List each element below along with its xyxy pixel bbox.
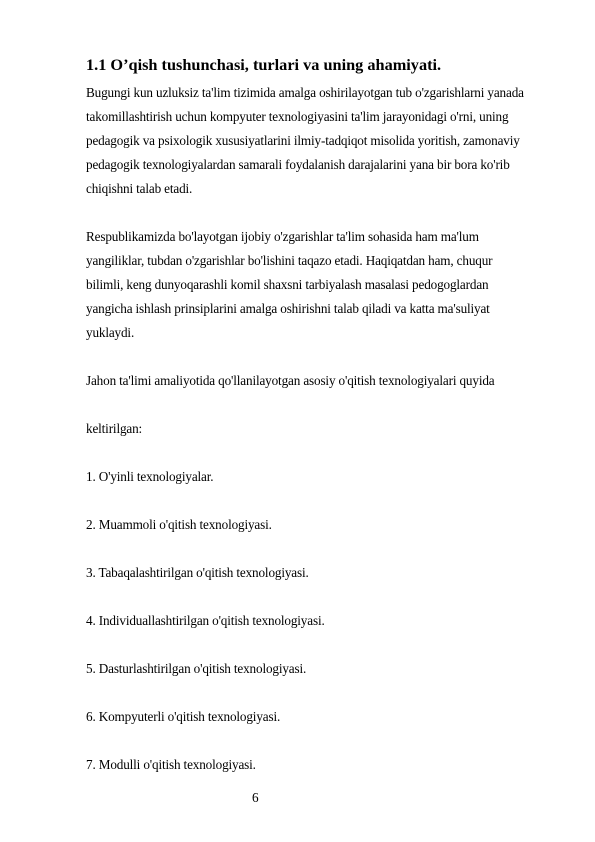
- paragraph-1-line: pedagogik texnologiyalardan samarali foydalanish darajalarini yana bir bora ko'rib: [86, 157, 510, 172]
- paragraph-1-line: takomillashtirish uchun kompyuter texnologiyasini ta'lim jarayonidagi o'rni, uning: [86, 109, 509, 124]
- intro-line: keltirilgan:: [86, 421, 143, 436]
- list-item: 1. O'yinli texnologiyalar.: [86, 469, 214, 484]
- section-heading: 1.1 O’qish tushunchasi, turlari va uning ahamiyati.: [86, 55, 442, 74]
- paragraph-2-line: yangiliklar, tubdan o'zgarishlar bo'lishini taqazo etadi. Haqiqatdan ham, chuqur: [86, 253, 493, 268]
- list-item: 4. Individuallashtirilgan o'qitish texnologiyasi.: [86, 613, 325, 628]
- list-item: 6. Kompyuterli o'qitish texnologiyasi.: [86, 709, 281, 724]
- intro-line: Jahon ta'limi amaliyotida qo'llanilayotgan asosiy o'qitish texnologiyalari quyida: [86, 373, 495, 388]
- paragraph-2-line: bilimli, keng dunyoqarashli komil shaxsni tarbiyalash masalasi pedogoglardan: [86, 277, 489, 292]
- paragraph-1-line: Bugungi kun uzluksiz ta'lim tizimida amalga oshirilayotgan tub o'zgarishlarni yanada: [86, 85, 524, 100]
- list-item: 7. Modulli o'qitish texnologiyasi.: [86, 757, 256, 772]
- paragraph-2-line: yangicha ishlash prinsiplarini amalga oshirishni talab qiladi va katta ma'suliyat: [86, 301, 490, 316]
- list-item: 3. Tabaqalashtirilgan o'qitish texnologiyasi.: [86, 565, 309, 580]
- list-item: 2. Muammoli o'qitish texnologiyasi.: [86, 517, 272, 532]
- paragraph-2-line: Respublikamizda bo'layotgan ijobiy o'zgarishlar ta'lim sohasida ham ma'lum: [86, 229, 479, 244]
- paragraph-1-line: pedagogik va psixologik xususiyatlarini ilmiy-tadqiqot misolida yoritish, zamonaviy: [86, 133, 520, 148]
- list-item: 5. Dasturlashtirilgan o'qitish texnologiyasi.: [86, 661, 307, 676]
- paragraph-2-line: yuklaydi.: [86, 325, 135, 340]
- paragraph-1-line: chiqishni talab etadi.: [86, 181, 193, 196]
- page-number: 6: [252, 790, 259, 805]
